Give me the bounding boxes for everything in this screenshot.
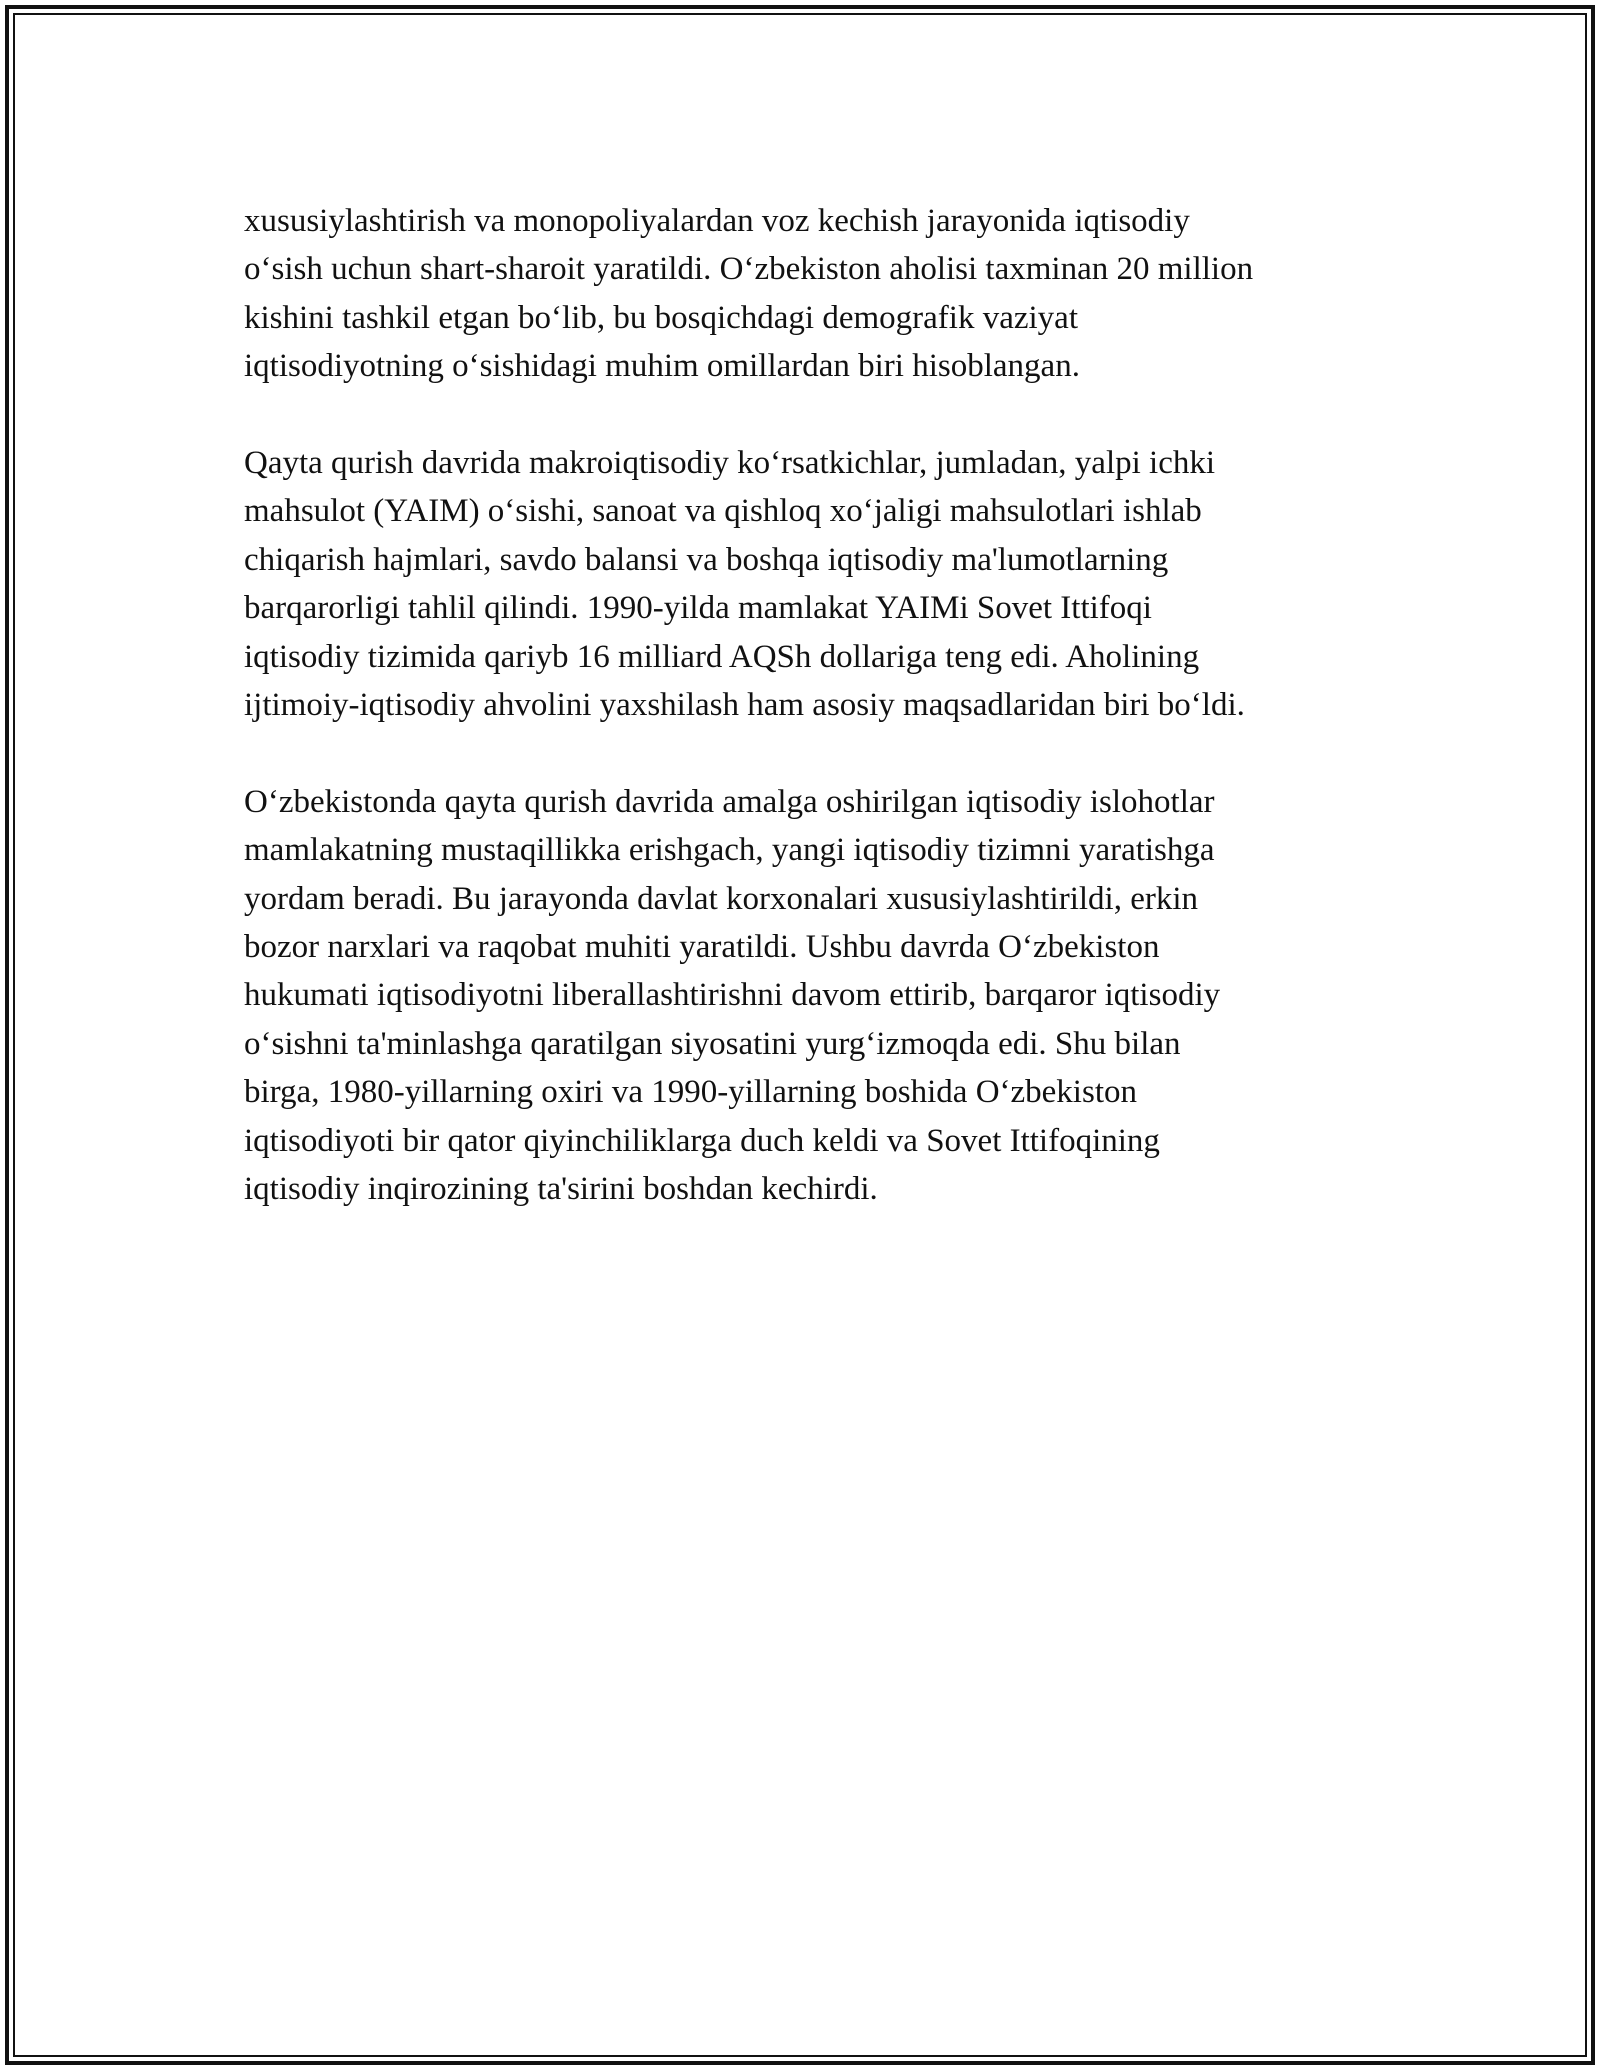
text-line: Qayta qurish davrida makroiqtisodiy ko‘rsatkichlar, jumladan, yalpi ichki <box>244 445 1216 482</box>
page-frame <box>5 5 1595 2065</box>
text-line: barqarorligi tahlil qilindi. 1990-yilda mamlakat YAIMi Sovet Ittifoqi <box>244 590 1152 627</box>
text-line: ijtimoiy-iqtisodiy ahvolini yaxshilash ham asosiy maqsadlaridan biri bo‘ldi. <box>244 687 1245 724</box>
paragraph-3 <box>244 778 1384 1214</box>
document-body <box>244 197 1384 1262</box>
text-line: yordam beradi. Bu jarayonda davlat korxonalari xususiylashtirildi, erkin <box>244 880 1199 917</box>
text-line: hukumati iqtisodiyotni liberallashtirishni davom ettirib, barqaror iqtisodiy <box>244 977 1221 1014</box>
text-line: iqtisodiyoti bir qator qiyinchiliklarga duch keldi va Sovet Ittifoqining <box>244 1122 1160 1159</box>
text-line: o‘sishni ta'minlashga qaratilgan siyosatini yurg‘izmoqda edi. Shu bilan <box>244 1025 1181 1062</box>
text-line: mahsulot (YAIM) o‘sishi, sanoat va qishloq xo‘jaligi mahsulotlari ishlab <box>244 493 1202 530</box>
text-line: iqtisodiy inqirozining ta'sirini boshdan kechirdi. <box>244 1171 878 1208</box>
text-line: iqtisodiy tizimida qariyb 16 milliard AQSh dollariga teng edi. Aholining <box>244 638 1200 675</box>
text-line: chiqarish hajmlari, savdo balansi va boshqa iqtisodiy ma'lumotlarning <box>244 541 1169 578</box>
text-line: o‘sish uchun shart-sharoit yaratildi. O‘zbekiston aholisi taxminan 20 million <box>244 251 1254 288</box>
text-line: O‘zbekistonda qayta qurish davrida amalga oshirilgan iqtisodiy islohotlar <box>244 783 1215 820</box>
text-line: mamlakatning mustaqillikka erishgach, yangi iqtisodiy tizimni yaratishga <box>244 832 1215 869</box>
text-line: xususiylashtirish va monopoliyalardan voz kechish jarayonida iqtisodiy <box>244 203 1190 239</box>
paragraph-1 <box>244 197 1384 391</box>
paragraph-2 <box>244 439 1384 729</box>
text-line: bozor narxlari va raqobat muhiti yaratildi. Ushbu davrda O‘zbekiston <box>244 929 1160 966</box>
text-line: iqtisodiyotning o‘sishidagi muhim omillardan biri hisoblangan. <box>244 348 1080 385</box>
text-line: kishini tashkil etgan bo‘lib, bu bosqichdagi demografik vaziyat <box>244 299 1078 336</box>
text-line: birga, 1980-yillarning oxiri va 1990-yillarning boshida O‘zbekiston <box>244 1074 1137 1111</box>
